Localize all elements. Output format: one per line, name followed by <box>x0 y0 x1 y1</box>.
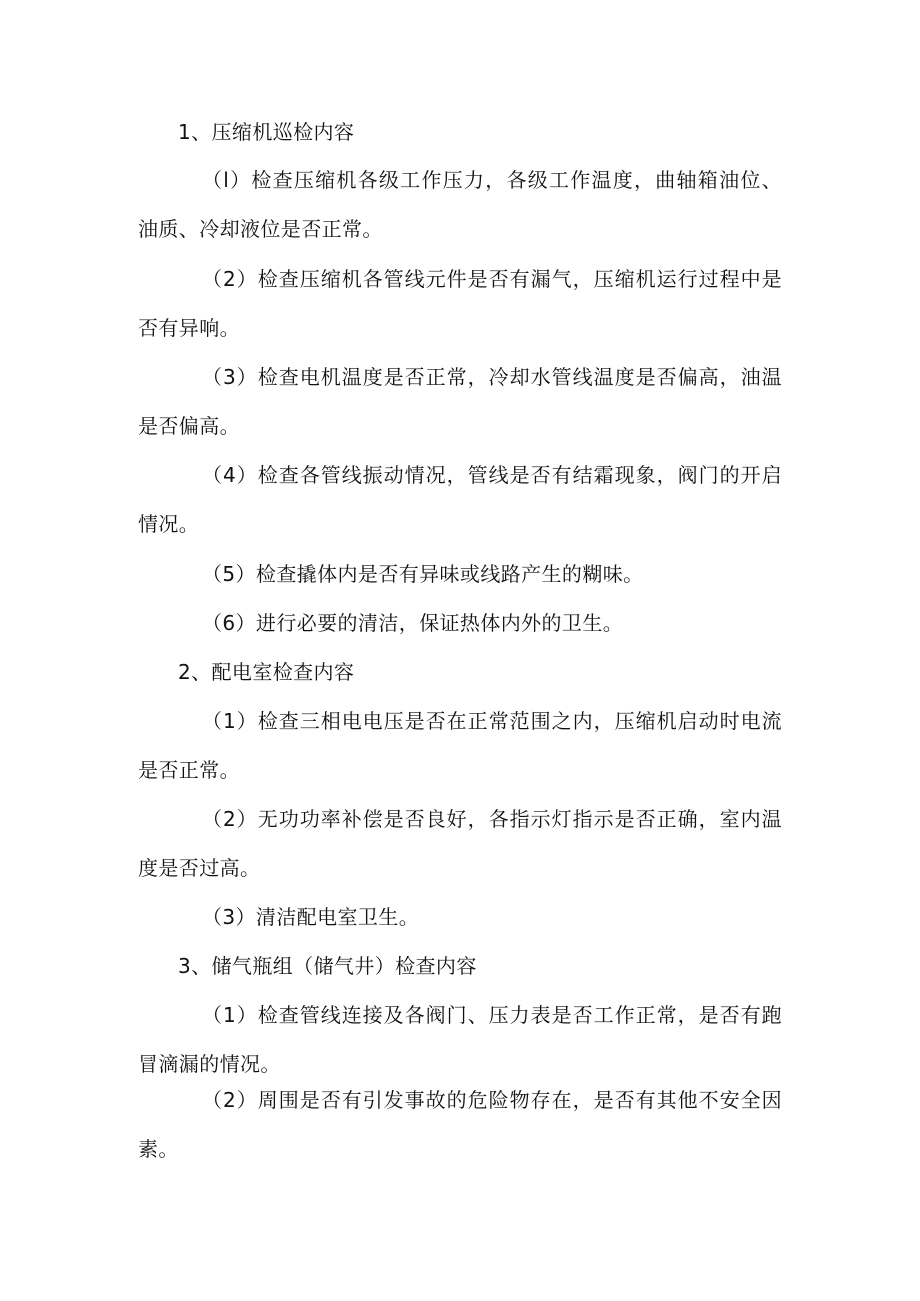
section-1-item-3-line-1: （3）检查电机温度是否正常，冷却水管线温度是否偏高，油温 <box>202 365 782 389</box>
section-1-item-2-line-2: 否有异响。 <box>138 316 240 340</box>
section-1-item-5: （5）检查撬体内是否有异味或线路产生的糊味。 <box>202 562 644 586</box>
section-2-item-2-line-2: 度是否过高。 <box>138 856 261 880</box>
section-1-item-4-line-1: （4）检查各管线振动情况，管线是否有结霜现象，阀门的开启 <box>202 463 782 487</box>
section-1-item-1-line-1: （l）检查压缩机各级工作压力，各级工作温度，曲轴箱油位、 <box>202 168 782 192</box>
section-2-heading: 2、配电室检查内容 <box>178 660 355 684</box>
section-3-item-1-line-1: （1）检查管线连接及各阀门、压力表是否工作正常，是否有跑 <box>202 1003 782 1027</box>
section-1-item-6: （6）进行必要的清洁，保证热体内外的卫生。 <box>202 611 624 635</box>
section-1-item-3-line-2: 是否偏高。 <box>138 414 240 438</box>
section-2-item-1-line-2: 是否正常。 <box>138 758 240 782</box>
section-3-heading: 3、储气瓶组（储气井）检查内容 <box>178 954 477 978</box>
section-2-item-2-line-1: （2）无功功率补偿是否良好，各指示灯指示是否正确，室内温 <box>202 807 782 831</box>
section-3-item-2-line-2: 素。 <box>138 1137 179 1161</box>
section-3-item-1-line-2: 冒滴漏的情况。 <box>138 1052 281 1076</box>
section-2-item-3: （3）清洁配电室卫生。 <box>202 905 420 929</box>
section-2-item-1-line-1: （1）检查三相电电压是否在正常范围之内，压缩机启动时电流 <box>202 709 782 733</box>
section-3-item-2-line-1: （2）周围是否有引发事故的危险物存在，是否有其他不安全因 <box>202 1088 782 1112</box>
section-1-heading: 1、压缩机巡检内容 <box>178 120 355 144</box>
section-1-item-1-line-2: 油质、冷却液位是否正常。 <box>138 217 383 241</box>
section-1-item-2-line-1: （2）检查压缩机各管线元件是否有漏气，压缩机运行过程中是 <box>202 267 782 291</box>
section-1-item-4-line-2: 情况。 <box>138 512 200 536</box>
